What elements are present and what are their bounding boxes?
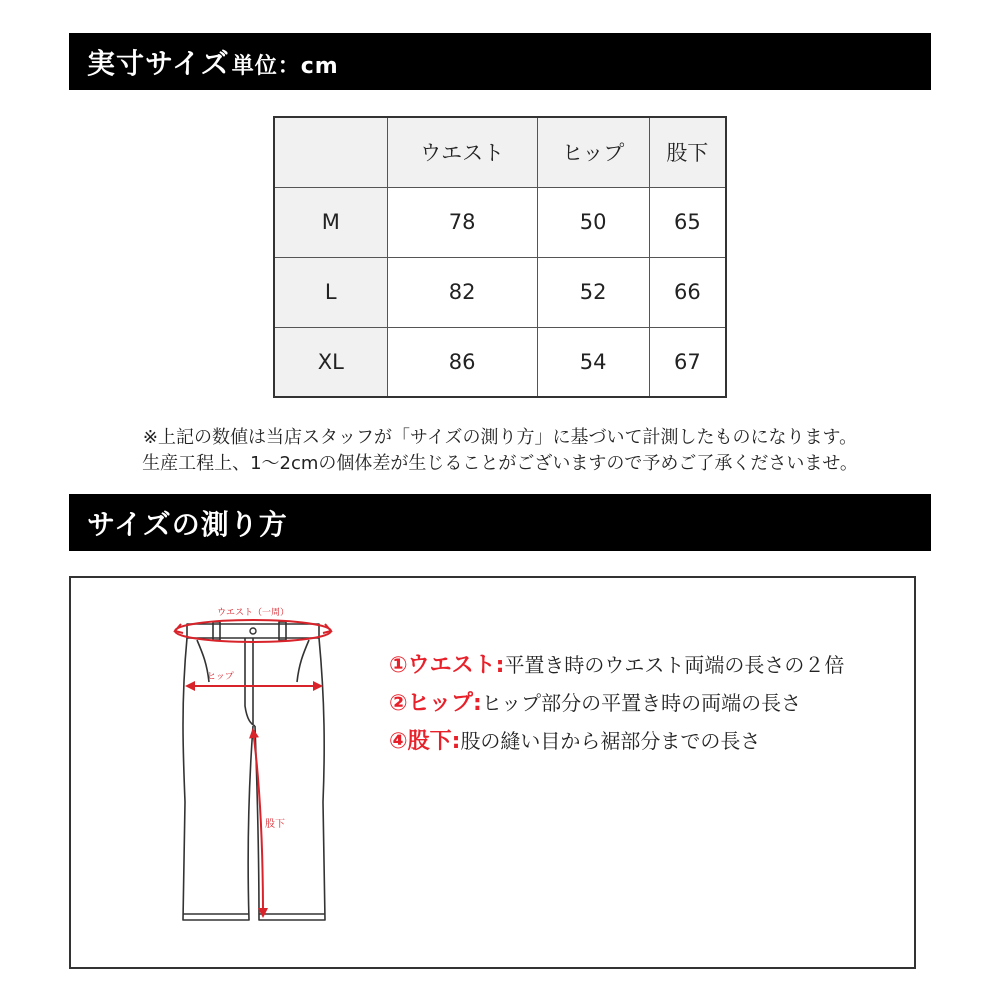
inseam-diagram-label: 股下 [265, 819, 285, 830]
waist-arrow-left [175, 624, 183, 633]
legend-item-inseam [389, 720, 844, 758]
size-label-cell: M [274, 187, 387, 257]
table-cell: 86 [387, 327, 537, 397]
legend-desc-hip: ヒップ部分の平置き時の両端の長さ [481, 690, 802, 715]
table-cell: 78 [387, 187, 537, 257]
measurement-legend [389, 644, 844, 758]
table-cell: 82 [387, 257, 537, 327]
measurement-guide-box [69, 576, 916, 969]
table-row [274, 187, 726, 257]
size-header-title-text: 実寸サイズ [87, 46, 230, 80]
legend-desc-waist: 平置き時のウエスト両端の長さの２倍 [504, 652, 845, 677]
size-table [273, 116, 727, 398]
table-row [274, 257, 726, 327]
legend-key-waist: ①ウエスト: [389, 652, 505, 678]
size-label-cell: L [274, 257, 387, 327]
measurement-note: 生産工程上、1〜2cmの個体差が生じることがございますので予めご了承くださいませ。 [142, 453, 858, 474]
table-cell: 50 [537, 187, 649, 257]
pants-diagram [167, 602, 367, 942]
measure-header-title: サイズの測り方 [87, 507, 288, 541]
legend-desc-inseam: 股の縫い目から裾部分までの長さ [460, 728, 761, 753]
table-cell: 54 [537, 327, 649, 397]
legend-item-waist [389, 644, 844, 682]
size-header-banner [69, 33, 931, 90]
size-header-title [87, 42, 339, 82]
table-cell: 65 [649, 187, 726, 257]
table-cell: 67 [649, 327, 726, 397]
hip-diagram-label: ヒップ [207, 672, 234, 682]
legend-key-inseam: ④股下: [389, 728, 461, 754]
size-table-corner-cell [274, 117, 387, 187]
legend-key-hip: ②ヒップ: [389, 690, 482, 716]
legend-item-hip [389, 682, 844, 720]
column-header-inseam: 股下 [649, 117, 726, 187]
size-label-cell: XL [274, 327, 387, 397]
pants-outline [183, 622, 325, 920]
column-header-hip: ヒップ [537, 117, 649, 187]
size-table-header-row [274, 117, 726, 187]
waist-arrow-right [323, 624, 331, 633]
table-row [274, 327, 726, 397]
column-header-waist: ウエスト [387, 117, 537, 187]
size-header-unit: 単位：cm [231, 53, 339, 79]
pants-button [250, 628, 256, 634]
table-cell: 52 [537, 257, 649, 327]
measure-header-banner [69, 494, 931, 551]
waist-diagram-label: ウエスト（一周） [216, 608, 290, 618]
table-cell: 66 [649, 257, 726, 327]
measurement-note: ※上記の数値は当店スタッフが「サイズの測り方」に基づいて計測したものになります。 [142, 427, 858, 448]
